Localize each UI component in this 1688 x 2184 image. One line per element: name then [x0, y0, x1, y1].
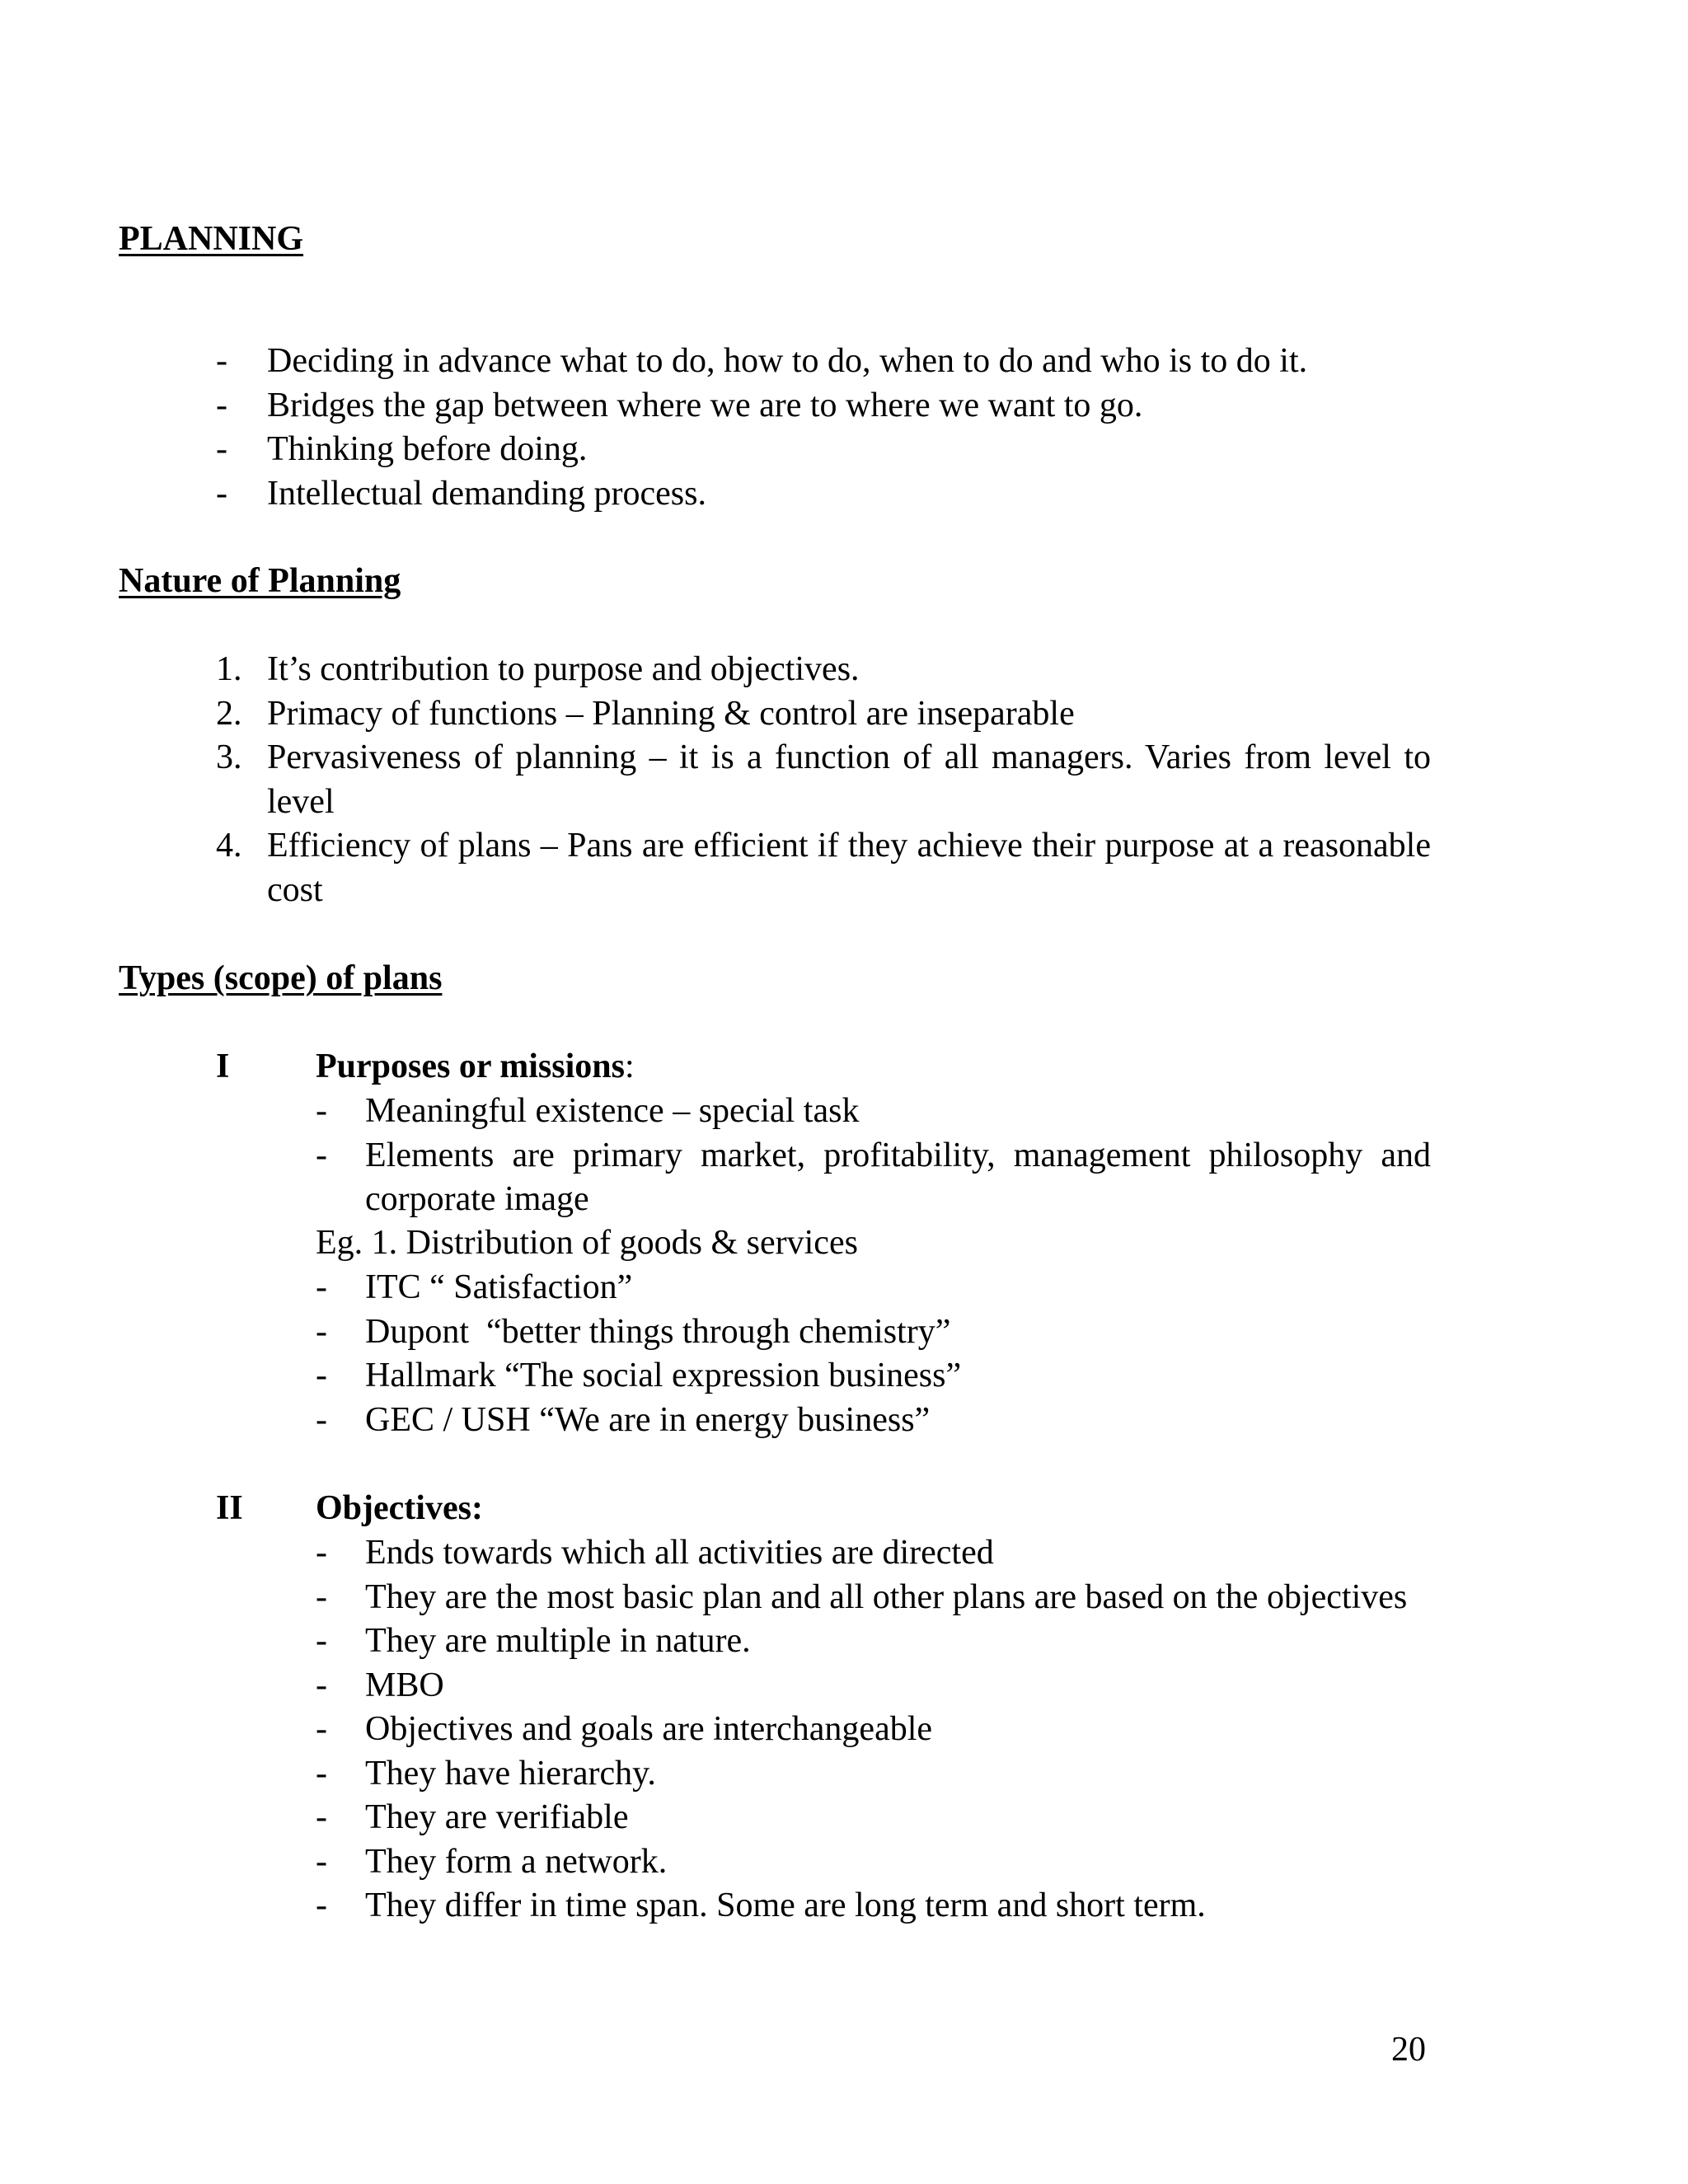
page-number: 20 [1391, 2031, 1426, 2069]
item-number: 4. [216, 827, 242, 865]
bullet-marker: - [316, 1666, 327, 1704]
bullet-marker: - [316, 1136, 327, 1174]
list-item: - ITC “ Satisfaction” [316, 1266, 1431, 1310]
list-item: - GEC / USH “We are in energy business” [316, 1399, 1431, 1443]
section-number-1: I [216, 1047, 230, 1085]
list-item: - They differ in time span. Some are long term and short term. [316, 1884, 1431, 1929]
list-item: - Ends towards which all activities are directed [316, 1531, 1431, 1576]
list-item: 3. Pervasiveness of planning – it is a function of all managers. Varies from level to level [216, 736, 1431, 824]
nature-numbered-list [216, 648, 1431, 912]
list-item: - Bridges the gap between where we are to where we want to go. [216, 384, 1431, 429]
list-item: - Meaningful existence – special task [316, 1090, 1431, 1134]
bullet-marker: - [316, 1400, 327, 1439]
bullet-marker: - [316, 1886, 327, 1924]
list-item: - They are the most basic plan and all other plans are based on the objectives [316, 1576, 1431, 1620]
item-number: 3. [216, 738, 242, 776]
item-number: 1. [216, 650, 242, 688]
bullet-marker: - [316, 1268, 327, 1306]
bullet-marker: - [316, 1357, 327, 1394]
bullet-marker: - [316, 1577, 327, 1616]
bullet-marker: - [316, 1710, 327, 1748]
list-item: - Dupont “better things through chemistry” [316, 1310, 1431, 1355]
bullet-marker: - [316, 1622, 327, 1660]
list-item: 4. Efficiency of plans – Pans are efficient if they achieve their purpose at a reasonable cost [216, 824, 1431, 912]
bullet-marker: - [216, 430, 227, 468]
heading-planning: PLANNING [119, 220, 304, 258]
section-number-2: II [216, 1489, 243, 1527]
list-item: - MBO [316, 1664, 1431, 1708]
item-number: 2. [216, 694, 242, 733]
purposes-bullet-list [316, 1090, 1431, 1222]
bullet-marker: - [316, 1842, 327, 1881]
list-item: - Objectives and goals are interchangeable [316, 1708, 1431, 1752]
bullet-marker: - [216, 474, 227, 513]
purposes-example: Eg. 1. Distribution of goods & services [316, 1224, 858, 1262]
list-item: - They form a network. [316, 1840, 1431, 1885]
list-item: - They have hierarchy. [316, 1752, 1431, 1797]
planning-bullet-list [216, 340, 1431, 516]
list-item: - They are verifiable [316, 1796, 1431, 1840]
bullet-marker: - [216, 342, 227, 380]
list-item: - Intellectual demanding process. [216, 472, 1431, 517]
list-item: - Deciding in advance what to do, how to do, when to do and who is to do it. [216, 340, 1431, 384]
section-title-purposes: Purposes or missions: [316, 1047, 635, 1085]
bullet-marker: - [316, 1754, 327, 1793]
bullet-marker: - [316, 1312, 327, 1351]
bullet-marker: - [316, 1534, 327, 1572]
list-item: - Elements are primary market, profitability, management philosophy and corporate image [316, 1134, 1431, 1222]
mission-examples-list [316, 1266, 1431, 1442]
heading-types-of-plans: Types (scope) of plans [119, 959, 443, 997]
list-item: - Hallmark “The social expression business” [316, 1354, 1431, 1399]
list-item: 1. It’s contribution to purpose and objectives. [216, 648, 1431, 692]
bullet-marker: - [216, 386, 227, 424]
list-item: 2. Primacy of functions – Planning & control are inseparable [216, 692, 1431, 737]
bullet-marker: - [316, 1798, 327, 1836]
objectives-bullet-list [316, 1531, 1431, 1929]
list-item: - Thinking before doing. [216, 428, 1431, 472]
heading-nature-of-planning: Nature of Planning [119, 562, 401, 600]
section-title-objectives: Objectives: [316, 1489, 483, 1527]
bullet-marker: - [316, 1092, 327, 1130]
list-item: - They are multiple in nature. [316, 1619, 1431, 1664]
